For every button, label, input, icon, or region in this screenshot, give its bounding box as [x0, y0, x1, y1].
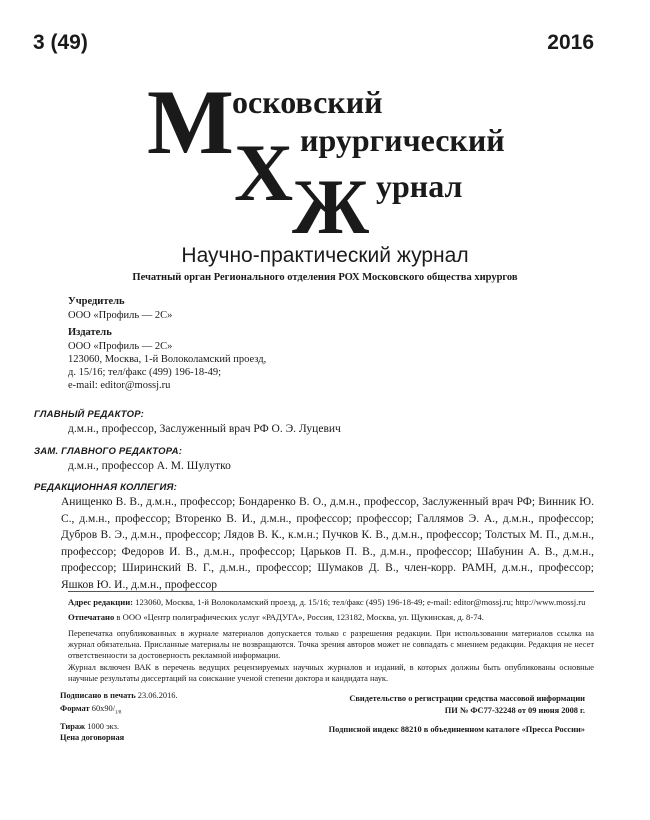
signed-date: 23.06.2016.	[137, 691, 178, 700]
founder-name: ООО «Профиль — 2С»	[68, 310, 173, 321]
publisher-block	[68, 295, 266, 392]
signed-line	[60, 690, 178, 701]
divider	[68, 591, 594, 592]
masthead-initial-kh: Х	[234, 127, 294, 218]
run-label: Тираж	[60, 721, 86, 731]
registration-line-3: Подписной индекс 88210 в объединенном каталоге «Пресса России»	[328, 725, 585, 734]
registration-info	[329, 693, 585, 735]
editorial-board-heading: РЕДАКЦИОННАЯ КОЛЛЕГИЯ:	[34, 482, 178, 493]
run-line	[60, 721, 178, 732]
run-value: 1000 экз.	[87, 721, 120, 731]
chief-editor-heading: ГЛАВНЫЙ РЕДАКТОР:	[34, 409, 144, 420]
format-line	[60, 703, 178, 719]
publisher-heading: Издатель	[68, 327, 112, 338]
printed-label: Отпечатано	[68, 612, 115, 622]
print-info	[60, 690, 178, 743]
issue-year: 2016	[547, 31, 594, 54]
masthead-word-3: урнал	[376, 168, 463, 204]
price: Цена договорная	[60, 732, 125, 742]
masthead-word-1: осковский	[232, 84, 383, 120]
chief-editor-text: д.м.н., профессор, Заслуженный врач РФ О. Э. Луцевич	[68, 423, 341, 435]
issue-number: 3 (49)	[33, 31, 88, 54]
editorial-address-text: 123060, Москва, 1-й Волоколамский проезд, д. 15/16; тел/факс (495) 196-18-49; e-mail: editor@mossj.ru; http://www.mossj.ru	[135, 597, 586, 607]
publisher-address-2: д. 15/16; тел/факс (499) 196-18-49;	[68, 367, 222, 378]
format-sub: 1/8	[115, 710, 122, 716]
notice-vak: Журнал включен ВАК в перечень ведущих рецензируемых научных журналов и изданий, в которых должны быть опубликованы основные научные результаты диссертаций на соискание ученой степени доктора и кандидата наук.	[68, 663, 594, 683]
publisher-email[interactable]: e-mail: editor@mossj.ru	[68, 380, 171, 391]
printed-text: в ООО «Центр полиграфических услуг «РАДУГА», Россия, 123182, Москва, ул. Щукинская, д. 8-74.	[116, 612, 484, 622]
journal-organ: Печатный орган Регионального отделения РОХ Московского общества хирургов	[132, 272, 518, 283]
publisher-name: ООО «Профиль — 2С»	[68, 341, 173, 352]
printed-info	[68, 612, 594, 624]
editorial-address-label: Адрес редакции:	[68, 597, 134, 607]
masthead-initial-m: М	[147, 71, 234, 173]
format-label: Формат	[60, 704, 90, 713]
deputy-editor-heading: ЗАМ. ГЛАВНОГО РЕДАКТОРА:	[34, 446, 183, 457]
editorial-address	[68, 597, 594, 609]
registration-line-2: ПИ № ФС77-32248 от 09 июня 2008 г.	[444, 706, 585, 715]
signed-label: Подписано в печать	[60, 691, 136, 700]
masthead-initial-zh: Ж	[292, 163, 370, 250]
journal-subtitle: Научно-практический журнал	[181, 244, 469, 267]
registration-line-1: Свидетельство о регистрации средства массовой информации	[349, 694, 585, 703]
price-line	[60, 732, 178, 743]
masthead-word-2: ирургический	[300, 122, 505, 158]
editorial-board-text: Анищенко В. В., д.м.н., профессор; Бондаренко В. О., д.м.н., профессор, Заслуженный врач РФ; Винник Ю. С., д.м.н., профессор; Вторенко В. И., д.м.н., профессор; профессор; Галлямов Э. А., д.м.н., профессор; Дубров В. Э., д.м.н., профессор; Лядов В. К., к.м.н.; Пучков К. В., д.м.н., профессор; Толстых М. П., д.м.н., профессор; Федоров И. В., д.м.н., профессор; Царьков П. В., д.м.н., профессор; Шабунин А. В., д.м.н., профессор; Ширинский В. Г., д.м.н., профессор; Шумаков Д. В., член-корр. РАМН, д.м.н., профессор; Яшков Ю. И., д.м.н., профессор	[61, 496, 594, 591]
deputy-editor-text: д.м.н., профессор А. М. Шулутко	[68, 460, 231, 472]
publisher-address-1: 123060, Москва, 1-й Волоколамский проезд,	[68, 354, 267, 365]
format-value: 60х90/	[91, 704, 116, 713]
notice-reprint: Перепечатка опубликованных в журнале материалов допускается только с разрешения редакции. При использовании материалов ссылка на журнал обязательна. Присланные материалы не возвращаются. Точка зрения авторов может не совпадать с мнением редакции. Редакция не несет ответственности за достоверность рекламной информации.	[68, 629, 594, 660]
founder-heading: Учредитель	[68, 296, 125, 307]
